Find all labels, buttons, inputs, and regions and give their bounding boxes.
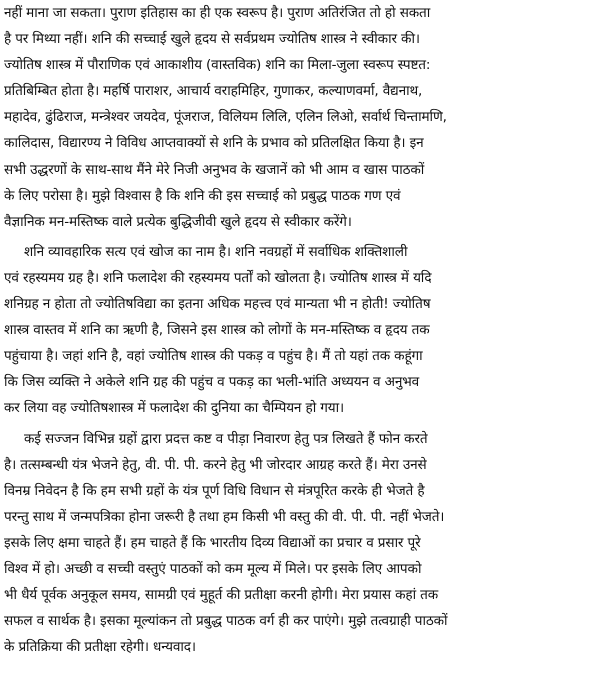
text-line: विनम्र निवेदन है कि हम सभी ग्रहों के यंत्र पूर्ण विधि विधान से मंत्रपूरित करके ही भेजते है	[4, 482, 425, 499]
text-line: नहीं माना जा सकता। पुराण इतिहास का ही एक स्वरूप है। पुराण अतिरंजित तो हो सकता	[4, 5, 431, 21]
paragraph-2	[4, 239, 595, 422]
text-line: कालिदास, विद्यारण्य ने विविध आप्तवाक्यों से शनि के प्रभाव को प्रतिलक्षित किया है। इन	[4, 135, 424, 152]
text-line: शनि व्यावहारिक सत्य एवं खोज का नाम है। शनि नवग्रहों में सर्वाधिक शक्तिशाली	[24, 243, 408, 260]
text-line: कर लिया वह ज्योतिषशास्त्र में फलादेश की दुनिया का चैम्पियन हो गया।	[4, 400, 345, 417]
text-line: एवं रहस्यमय ग्रह है। शनि फलादेश की रहस्यमय पर्तों को खोलता है। ज्योतिष शास्त्र में यदि	[4, 269, 432, 286]
text-line: है। तत्सम्बन्धी यंत्र भेजने हेतु, वी. पी. पी. करने हेतु भी जोरदार आग्रह करते हैं। मेरा उनसे	[4, 456, 427, 473]
text-line: ज्योतिष शास्त्र में पौराणिक एवं आकाशीय (वास्तविक) शनि का मिला-जुला स्वरूप स्पष्टत:	[4, 57, 431, 74]
text-line: सभी उद्धरणों के साथ-साथ मैंने मेरे निजी अनुभव के खजानें को भी आम व खास पाठकों	[4, 161, 425, 178]
text-line: कई सज्जन विभिन्न ग्रहों द्वारा प्रदत्त कष्ट व पीड़ा निवारण हेतु पत्र लिखते हैं फोन करते	[24, 430, 428, 447]
paragraph-3	[4, 426, 595, 661]
text-line: कि जिस व्यक्ति ने अकेले शनि ग्रह की पहुंच व पकड़ का भली-भांति अध्ययन व अनुभव	[4, 374, 420, 391]
text-line: शास्त्र वास्तव में शनि का ऋणी है, जिसने इस शास्त्र को लोगों के मन-मस्तिष्क व हृदय तक	[4, 322, 430, 339]
text-line: के लिए परोसा है। मुझे विश्वास है कि शनि की इस सच्चाई को प्रबुद्ध पाठक गण एवं	[4, 187, 401, 204]
text-line: सफल व सार्थक है। इसका मूल्यांकन तो प्रबुद्ध पाठक वर्ग ही कर पाएंगे। मुझे तत्वग्राही पाठकों	[4, 613, 448, 630]
text-line: शनिग्रह न होता तो ज्योतिषविद्या का इतना अधिक महत्त्व एवं मान्यता भी न होती! ज्योतिष	[4, 296, 431, 313]
text-line: इसके लिए क्षमा चाहते हैं। हम चाहते हैं कि भारतीय दिव्य विद्याओं का प्रचार व प्रसार पूरे	[4, 534, 421, 551]
text-line: वैज्ञानिक मन-मस्तिष्क वाले प्रत्येक बुद्धिजीवी खुले हृदय से स्वीकार करेंगे।	[4, 213, 352, 230]
text-line: भी धैर्य पूर्वक अनुकूल समय, सामग्री एवं मुहूर्त की प्रतीक्षा करनी होगी। मेरा प्रयास कहां तक	[4, 587, 439, 604]
text-line: विश्व में हो। अच्छी व सच्ची वस्तुएं पाठकों को कम मूल्य में मिले। पर इसके लिए आपको	[4, 560, 422, 577]
text-line: पहुंचाया है। जहां शनि है, वहां ज्योतिष शास्त्र की पकड़ व पहुंच है। मैं तो यहां तक कहूंगा	[4, 348, 423, 365]
text-line: है पर मिथ्या नहीं। शनि की सच्चाई खुले हृदय से सर्वप्रथम ज्योतिष शास्त्र ने स्वीकार की।	[4, 31, 420, 48]
text-line: परन्तु साथ में जन्मपत्रिका होना जरूरी है तथा हम किसी भी वस्तु की वी. पी. पी. नहीं भेजते।	[4, 508, 445, 525]
text-line: प्रतिबिम्बित होता है। महर्षि पाराशर, आचार्य वराहमिहिर, गुणाकर, कल्याणवर्मा, वैद्यनाथ,	[4, 83, 423, 100]
text-line: महादेव, ढुंढिराज, मन्त्रेश्वर जयदेव, पूंजराज, विलियम लिलि, एलिन लिओ, सर्वार्थ चिन्तामणि,	[4, 109, 447, 126]
text-line: के प्रतिक्रिया की प्रतीक्षा रहेगी। धन्यवाद।	[4, 639, 196, 656]
paragraph-1	[4, 0, 595, 235]
